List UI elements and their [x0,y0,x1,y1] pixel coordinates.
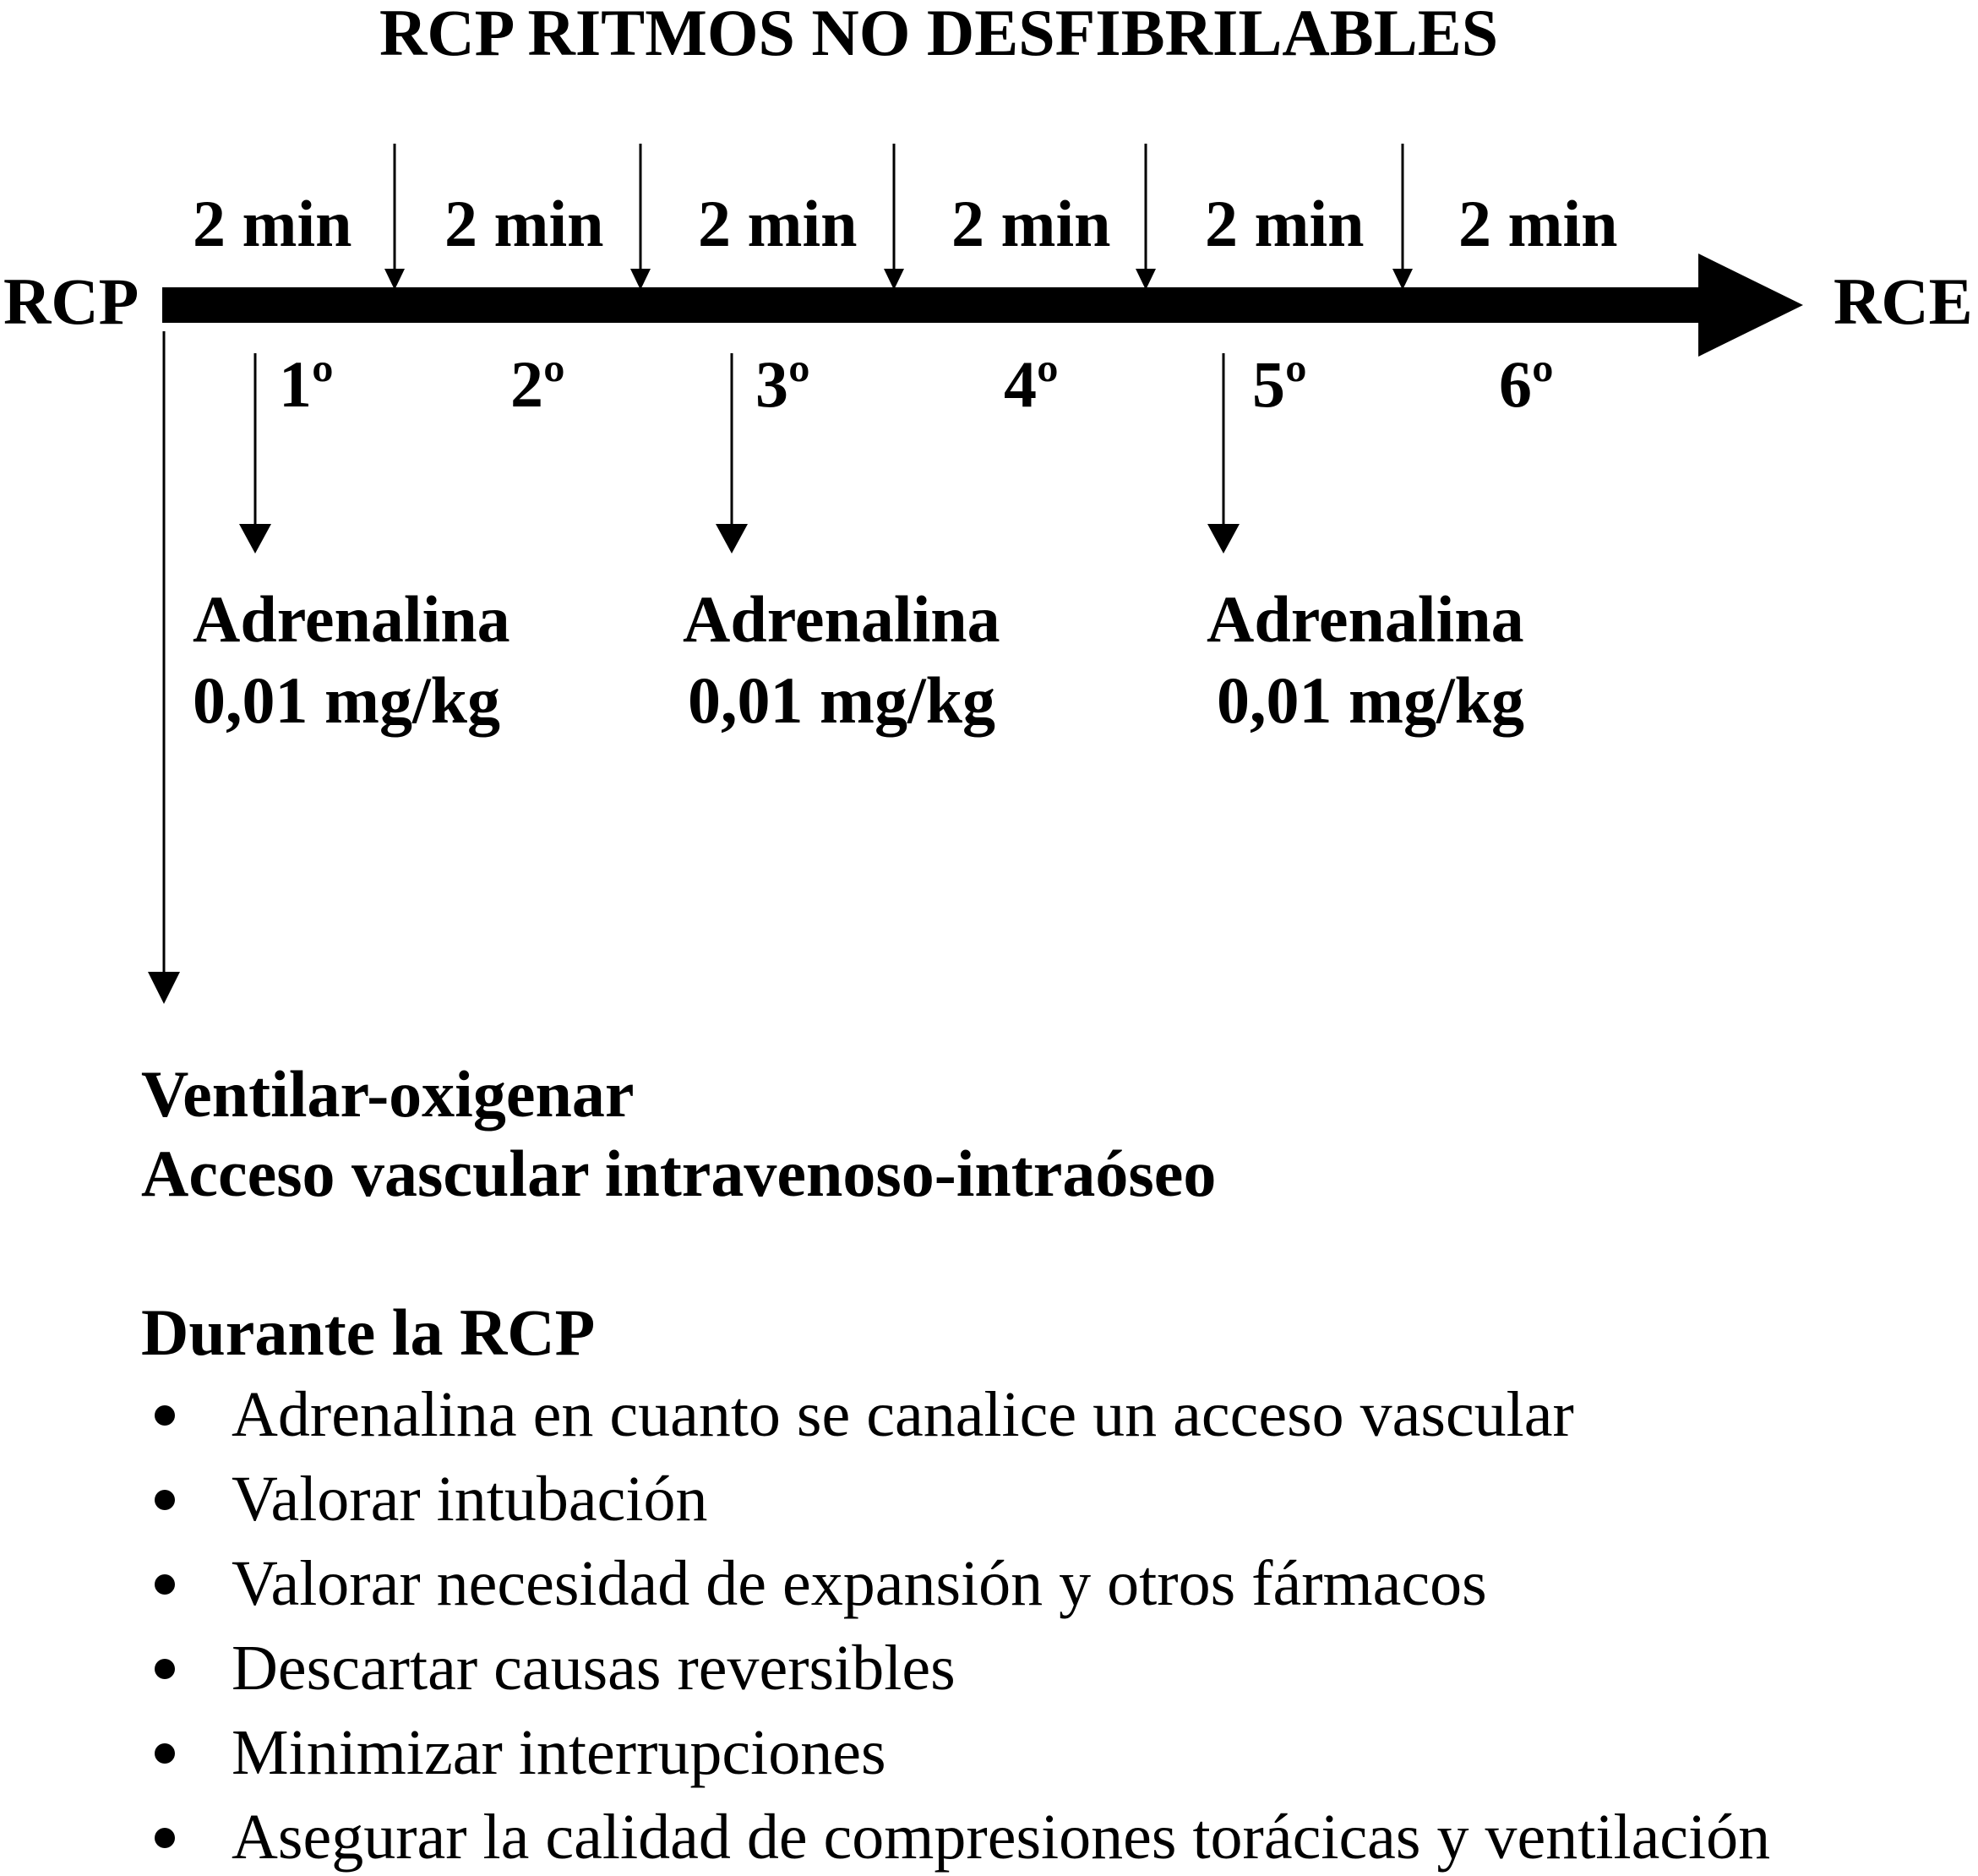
interval-label-3: 2 min [698,187,858,260]
dose-2-amount: 0,01 mg/kg [688,663,996,737]
timeline-start-label: RCP [3,264,139,338]
adrenaline-arrow-1-head [239,524,271,554]
cycle-label-6: 6º [1499,347,1554,421]
bullet-icon [155,1659,175,1679]
list-item: Asegurar la calidad de compresiones torácicas y ventilación [232,1802,1771,1873]
list-item: Valorar intubación [232,1464,708,1535]
bullet-icon [155,1743,175,1764]
interval-marker-2-head [630,269,651,290]
bullet-icon [155,1574,175,1595]
initial-action-1: Ventilar-oxigenar [141,1057,635,1131]
interval-label-6: 2 min [1458,187,1618,260]
dose-3-drug: Adrenalina [1207,582,1524,656]
timeline-bar [162,287,1708,323]
interval-marker-3-head [884,269,904,290]
interval-marker-4-head [1136,269,1156,290]
timeline-arrowhead [1698,254,1803,357]
cycle-label-4: 4º [1004,347,1059,421]
dose-1-amount: 0,01 mg/kg [193,663,501,737]
initial-action-2: Acceso vascular intravenoso-intraóseo [141,1137,1217,1210]
cycle-label-1: 1º [279,347,334,421]
cycle-label-2: 2º [510,347,565,421]
interval-marker-1-head [384,269,405,290]
page-title: RCP RITMOS NO DESFIBRILABLES [379,0,1499,69]
interval-marker-5-head [1392,269,1413,290]
cycle-label-3: 3º [755,347,810,421]
adrenaline-arrow-3-head [1207,524,1240,554]
initial-actions-arrow-head [148,972,180,1004]
dose-2-drug: Adrenalina [683,582,1000,656]
interval-label-5: 2 min [1205,187,1365,260]
bullet-icon [155,1828,175,1848]
bullet-icon [155,1405,175,1426]
bullet-icon [155,1490,175,1510]
during-cpr-heading: Durante la RCP [141,1295,596,1369]
adrenaline-arrows [239,347,1240,554]
list-item: Minimizar interrupciones [232,1717,886,1788]
adrenaline-arrow-2-head [716,524,748,554]
dose-1-drug: Adrenalina [193,582,510,656]
timeline-end-label: RCE [1834,264,1973,338]
interval-label-1: 2 min [193,187,352,260]
dose-3-amount: 0,01 mg/kg [1217,663,1525,737]
cycle-label-5: 5º [1252,347,1307,421]
list-item: Descartar causas reversibles [232,1633,956,1704]
list-item: Valorar necesidad de expansión y otros fármacos [232,1548,1487,1619]
interval-label-4: 2 min [951,187,1111,260]
list-item: Adrenalina en cuanto se canalice un acceso vascular [232,1379,1574,1450]
interval-label-2: 2 min [444,187,604,260]
